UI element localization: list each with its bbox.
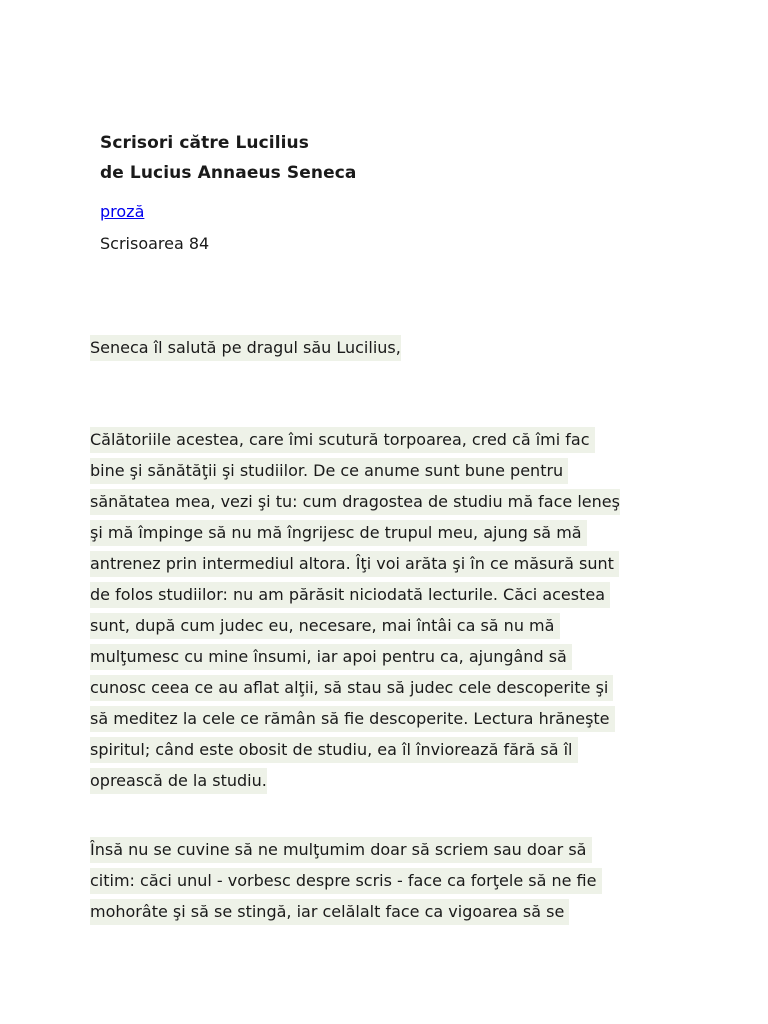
text-line: cunosc ceea ce au aflat alţii, să stau să judec cele descoperite şi <box>90 672 690 703</box>
paragraph-2 <box>90 834 690 927</box>
greeting-text: Seneca îl salută pe dragul său Lucilius, <box>90 335 401 361</box>
document-author: de Lucius Annaeus Seneca <box>100 163 357 183</box>
document-header <box>100 128 356 256</box>
text-line: sănătatea mea, vezi şi tu: cum dragostea de studiu mă face leneş <box>90 486 690 517</box>
text-line: mulţumesc cu mine însumi, iar apoi pentru ca, ajungând să <box>90 641 690 672</box>
text-line: şi mă împinge să nu mă îngrijesc de trupul meu, ajung să mă <box>90 517 690 548</box>
text-line: antrenez prin intermediul altora. Îţi voi arăta şi în ce măsură sunt <box>90 548 690 579</box>
document-title: Scrisori către Lucilius <box>100 133 309 153</box>
text-line: Călătoriile acestea, care îmi scutură torpoarea, cred că îmi fac <box>90 424 690 455</box>
text-line: de folos studiilor: nu am părăsit niciodată lecturile. Căci acestea <box>90 579 690 610</box>
text-line: sunt, după cum judec eu, necesare, mai întâi ca să nu mă <box>90 610 690 641</box>
text-line: să meditez la cele ce rămân să fie descoperite. Lectura hrăneşte <box>90 703 690 734</box>
text-line <box>90 332 690 363</box>
greeting-paragraph <box>90 332 690 363</box>
letter-number: Scrisoarea 84 <box>100 234 210 253</box>
text-line: bine şi sănătăţii şi studiilor. De ce anume sunt bune pentru <box>90 455 690 486</box>
category-link[interactable]: proză <box>100 202 145 221</box>
text-line: citim: căci unul - vorbesc despre scris - face ca forţele să ne fie <box>90 865 690 896</box>
text-line: oprească de la studiu. <box>90 765 690 796</box>
paragraph-1 <box>90 424 690 796</box>
text-line: mohorâte şi să se stingă, iar celălalt face ca vigoarea să se <box>90 896 690 927</box>
text-line: spiritul; când este obosit de studiu, ea îl înviorează fără să îl <box>90 734 690 765</box>
text-line: Însă nu se cuvine să ne mulţumim doar să scriem sau doar să <box>90 834 690 865</box>
